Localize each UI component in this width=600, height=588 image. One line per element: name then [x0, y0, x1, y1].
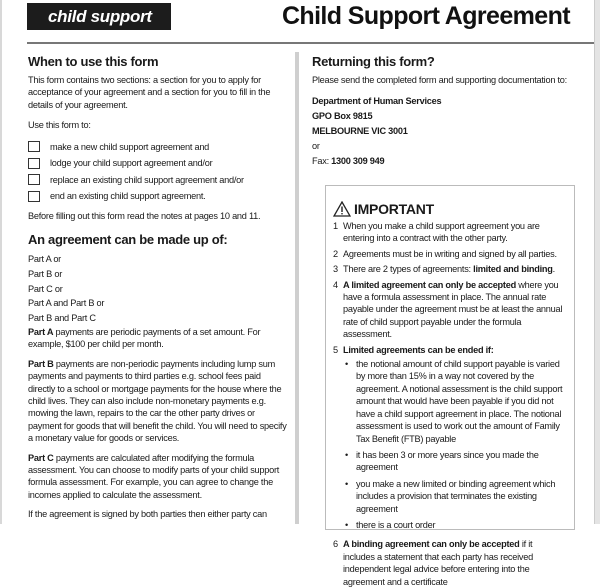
option-label: lodge your child support agreement and/or — [50, 158, 213, 169]
end-conditions — [343, 358, 566, 531]
bullet-item: • there is a court order — [345, 519, 436, 530]
option-label: make a new child support agreement and — [50, 141, 210, 152]
address-line: MELBOURNE VIC 3001 — [312, 126, 408, 137]
option-label: replace an existing child support agreement and/or — [50, 174, 244, 185]
important-item: 6 A binding agreement can only be accepted if it includes a statement that each party has received independent legal advice before entering into the agreement and a certificate — [333, 539, 533, 587]
part-item: Part A and Part B or — [28, 298, 105, 309]
important-item: 5 Limited agreements can be ended if: • the notional amount of child support payable is varied by more than 15% in a way not covered by the agreement. A notional assessment is the child support amount that would have been payable if you did not have a child support agreement in place. The notional assessment is used to work out the amount of Family Tax Benefit (FTB) payable • it has been 3 or more years since you made the agreement • you make a new limited or binding agreement which includes a provision that terminates the existing agreement • there is a court order — [333, 344, 566, 536]
important-heading: IMPORTANT — [333, 201, 566, 217]
checkbox[interactable] — [28, 141, 40, 152]
fax-line: Fax: 1300 309 949 — [312, 156, 385, 167]
option-new[interactable] — [28, 139, 290, 156]
part-item: Part B or — [28, 268, 63, 279]
signed-text: If the agreement is signed by both parties then either party can — [28, 509, 267, 520]
checkbox[interactable] — [28, 191, 40, 202]
bullet-item: • it has been 3 or more years since you made the agreement — [345, 449, 539, 473]
left-column — [28, 54, 290, 528]
when-heading: When to use this form — [28, 54, 159, 69]
checkbox[interactable] — [28, 158, 40, 169]
option-end[interactable] — [28, 188, 290, 205]
bullet-item: • the notional amount of child support payable is varied by more than 15% in a way not covered by the agreement. A notional assessment is the child support amount that would have been payable if you did not have a child support agreement in place. The notional assessment is used to work out the amount of Family Tax Benefit (FTB) payable — [345, 359, 563, 444]
important-item: 4 A limited agreement can only be accepted where you have a formula assessment in place. The annual rate payable under the agreement must be at least the annual rate of child support payable under the formula assessment. — [333, 279, 563, 340]
scrollbar[interactable] — [594, 0, 600, 524]
part-item: Part A or — [28, 254, 61, 265]
page-title: Child Support Agreement — [281, 2, 570, 30]
returning-heading: Returning this form? — [312, 54, 435, 69]
address-line: GPO Box 9815 — [312, 111, 373, 122]
address — [312, 94, 582, 169]
options-list — [28, 139, 290, 205]
bullet-item: • you make a new limited or binding agreement which includes a provision that terminates the existing agreement — [345, 478, 556, 514]
warning-icon — [333, 201, 351, 217]
important-item: 2 Agreements must be in writing and signed by all parties. — [333, 248, 557, 259]
option-replace[interactable] — [28, 172, 290, 189]
page-edge — [0, 0, 2, 524]
column-divider — [295, 52, 299, 524]
made-heading: An agreement can be made up of: — [28, 232, 228, 248]
part-b-text: Part B payments are non-periodic payments including lump sum payments and payments to third parties e.g. school fees paid directly to a school or mortgage payments for the house where the child lives. They can also include non-monetary payments e.g. mowing the lawn, repairs to the car the other party drives or payment for goods that will benefit the child. You will need to specify a monetary value for goods or services. — [28, 358, 287, 444]
before-note: Before filling out this form read the notes at pages 10 and 11. — [28, 210, 261, 221]
important-item: 3 There are 2 types of agreements: limited and binding. — [333, 264, 555, 275]
brand-logo: child support — [27, 3, 171, 30]
use-label: Use this form to: — [28, 120, 91, 131]
important-item: 1 When you make a child support agreement you are entering into a contract with the other party. — [333, 221, 540, 244]
option-lodge[interactable] — [28, 155, 290, 172]
or-text: or — [312, 141, 320, 152]
header-rule — [27, 42, 594, 44]
part-c-text: Part C payments are calculated after modifying the formula assessment. You can choose to modify parts of your child support formula assessment. For example, you can agree to change the incomes applied to calculate the assessment. — [28, 452, 280, 500]
intro-text: This form contains two sections: a section for you to apply for acceptance of your agreement and a section for you to fill in the details of your agreement. — [28, 75, 271, 110]
part-a-text: Part A payments are periodic payments of a set amount. For example, $100 per child per month. — [28, 327, 261, 350]
checkbox[interactable] — [28, 174, 40, 185]
important-box — [325, 185, 575, 587]
option-label: end an existing child support agreement. — [50, 191, 206, 202]
part-item: Part B and Part C — [28, 313, 96, 324]
part-item: Part C or — [28, 283, 63, 294]
address-line: Department of Human Services — [312, 96, 442, 107]
parts-list — [28, 252, 290, 326]
returning-intro: Please send the completed form and supporting documentation to: — [312, 75, 567, 85]
right-column — [312, 54, 582, 169]
